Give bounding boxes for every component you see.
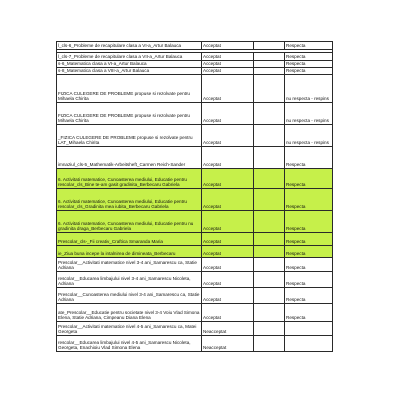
status-cell: Acceptat [202, 211, 254, 233]
table-row[interactable] [57, 169, 333, 189]
result-cell: Respecta [285, 53, 333, 61]
status-cell: Acceptat [202, 42, 254, 50]
title-cell: FIZICA CULEGERE DE PROBLEME propuse si rezolvate pentru Mihaela Chirita [57, 103, 202, 125]
status-cell: Acceptat [202, 125, 254, 147]
status-cell: Acceptat [202, 246, 254, 258]
result-cell: Respecta [285, 211, 333, 233]
table-row[interactable] [57, 211, 333, 233]
table-row[interactable] [57, 125, 333, 147]
table-row[interactable] [57, 246, 333, 258]
spreadsheet [56, 41, 332, 352]
status-cell: Acceptat [202, 103, 254, 125]
result-cell: nu respecta - respins [285, 75, 333, 103]
result-cell: Respecta [285, 147, 333, 169]
result-cell: Respecta [285, 189, 333, 211]
table-row[interactable] [57, 68, 333, 75]
empty-cell [254, 147, 285, 169]
empty-cell [254, 233, 285, 246]
table-row[interactable] [57, 233, 333, 246]
empty-cell [254, 272, 285, 288]
status-cell: Acceptat [202, 288, 254, 304]
title-cell: 6. Activitati matematice, Cunoasterea mediului, Educatie pentru nu gradinita draga_Berbecaru Gabriela [57, 211, 202, 233]
title-cell: FIZICA CULEGERE DE PROBLEME propuse si rezolvate pentru Mihaela Chirita [57, 75, 202, 103]
table-row[interactable] [57, 42, 333, 50]
result-cell: Respecta [285, 258, 333, 272]
empty-cell [254, 322, 285, 336]
empty-cell [254, 211, 285, 233]
status-cell: Neacceptat [202, 322, 254, 336]
data-table [56, 41, 333, 352]
status-cell: Acceptat [202, 272, 254, 288]
empty-cell [254, 61, 285, 68]
table-row[interactable] [57, 147, 333, 169]
title-cell: rescolar__Educarea limbajului nivel 4-5 ani_Samarescu Nicoleta, Georgeta, Enachioiu Vlad Simona Elena [57, 336, 202, 352]
empty-cell [254, 246, 285, 258]
empty-cell [254, 304, 285, 322]
title-cell: _FIZICA CULEGERE DE PROBLEME propuse si rezolvate pentru LAT_Mihaela Chirita [57, 125, 202, 147]
empty-cell [254, 42, 285, 50]
empty-cell [254, 68, 285, 75]
result-cell: nu respecta - respins [285, 125, 333, 147]
empty-cell [254, 53, 285, 61]
title-cell: Prescolar_cls-_Fii creativ_Craftica Smaranda Maria [57, 233, 202, 246]
table-row[interactable] [57, 103, 333, 125]
result-cell [285, 336, 333, 352]
title-cell: Prescolar__Activitati matematice nivel 3-4 ani_Samarescu ca, Statie Adriana [57, 258, 202, 272]
table-row[interactable] [57, 258, 333, 272]
status-cell: Acceptat [202, 61, 254, 68]
result-cell: Respecta [285, 42, 333, 50]
result-cell: Respecta [285, 272, 333, 288]
result-cell: Respecta [285, 304, 333, 322]
title-cell: l_cls-7_Probleme de recapitulare clasa a VII-a_Artur Balauca [57, 53, 202, 61]
empty-cell [254, 75, 285, 103]
title-cell: l_cls-6_Probleme de recapitulare clasa a VI-a_Artur Balauca [57, 42, 202, 50]
title-cell: rescolar__Educarea limbajului nivel 3-4 ani_Samarescu Nicoleta, Adriana [57, 272, 202, 288]
result-cell: Respecta [285, 61, 333, 68]
title-cell: imnaziul_cls-5_Mathematik-Arbeitsheft_Carmen Reich-Sander [57, 147, 202, 169]
status-cell: Acceptat [202, 68, 254, 75]
status-cell: Acceptat [202, 189, 254, 211]
status-cell: Acceptat [202, 304, 254, 322]
table-row[interactable] [57, 189, 333, 211]
empty-cell [254, 288, 285, 304]
result-cell: Respecta [285, 246, 333, 258]
table-row[interactable] [57, 272, 333, 288]
title-cell: 6. Activitati matematice, Cunoasterea mediului, Educatie pentru rescolar_cls_Bine te-am gasit gradinita_Berbecaru Gabriela [57, 169, 202, 189]
table-row[interactable] [57, 53, 333, 61]
empty-cell [254, 169, 285, 189]
status-cell: Acceptat [202, 233, 254, 246]
result-cell: Respecta [285, 288, 333, 304]
table-row[interactable] [57, 336, 333, 352]
result-cell: Respecta [285, 169, 333, 189]
status-cell: Acceptat [202, 258, 254, 272]
status-cell: Acceptat [202, 75, 254, 103]
empty-cell [254, 258, 285, 272]
table-row[interactable] [57, 304, 333, 322]
empty-cell [254, 125, 285, 147]
status-cell: Neacceptat [202, 336, 254, 352]
empty-cell [254, 103, 285, 125]
title-cell: s-8_Matematica clasa a VIII-a_Artur Balauca [57, 68, 202, 75]
empty-cell [254, 189, 285, 211]
result-cell: Respecta [285, 68, 333, 75]
result-cell: nu respecta - respins [285, 103, 333, 125]
table-row[interactable] [57, 322, 333, 336]
table-row[interactable] [57, 75, 333, 103]
title-cell: ate_Prescolar__Educatie pentru societate nivel 3-4 Voiu Vlad Simona Elena, Statie Adriana, Cimpeanu Diana Elena [57, 304, 202, 322]
empty-cell [254, 336, 285, 352]
table-row[interactable] [57, 288, 333, 304]
title-cell: 6. Activitati matematice, Cunoasterea mediului, Educatie pentru rescolar_cls_Gradinita mea iubita_Berbecaru Gabriela [57, 189, 202, 211]
title-cell: ie_Ziua buna incepe la intalnirea de dimineata_Berbecaru [57, 246, 202, 258]
table-row[interactable] [57, 61, 333, 68]
status-cell: Acceptat [202, 169, 254, 189]
title-cell: s-6_Matematica clasa a VI-a_Artur Balauca [57, 61, 202, 68]
title-cell: Prescolar__Cunoasterea mediului nivel 3-4 ani_Samarescu ca, Statie Adriana [57, 288, 202, 304]
result-cell [285, 322, 333, 336]
title-cell: Prescolar__Activitati matematice nivel 4-5 ani_Samarescu ca, Matei Georgeta [57, 322, 202, 336]
status-cell: Acceptat [202, 147, 254, 169]
result-cell: Respecta [285, 233, 333, 246]
status-cell: Acceptat [202, 53, 254, 61]
